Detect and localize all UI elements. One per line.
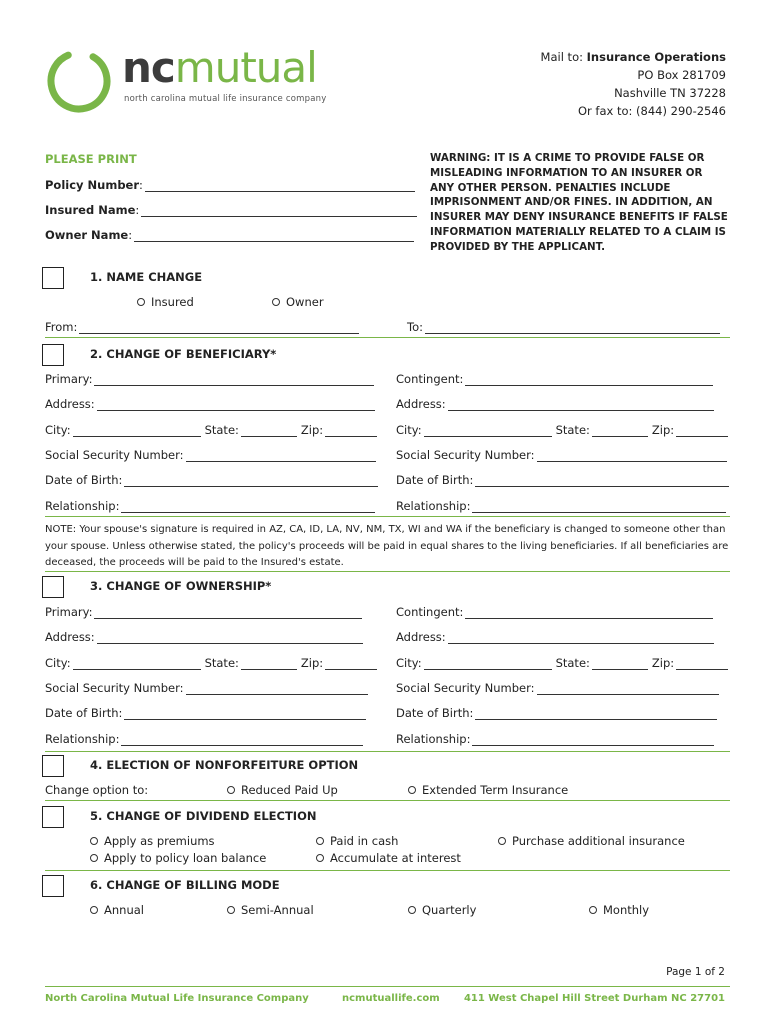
owner-contingent-field[interactable]: Contingent:: [396, 605, 713, 619]
footer-address: 411 West Chapel Hill Street Durham NC 27701: [463, 993, 725, 1004]
extended-term-radio[interactable]: Extended Term Insurance: [408, 783, 568, 797]
owner-dob-field[interactable]: Date of Birth:: [45, 706, 366, 720]
spouse-signature-note: NOTE: Your spouse's signature is required in AZ, CA, ID, LA, NV, NM, TX, WI and WA if the beneficiary is changed to someone other than your spouse. Unless otherwise stated, the policy's proceeds will be paid in equal shares to the living beneficiaries. If all beneficiaries are deceased, the proceeds will be paid to the Insured's estate.: [45, 524, 729, 568]
beneficiary-contingent-ssn-field[interactable]: Social Security Number:: [396, 448, 727, 462]
radio-circle-icon: [408, 786, 416, 794]
footer-website[interactable]: ncmutuallife.com: [342, 993, 440, 1004]
beneficiary-address-field[interactable]: Address:: [45, 397, 375, 411]
footer-divider: [45, 986, 730, 987]
section-2-title: 2. CHANGE OF BENEFICIARY*: [90, 347, 277, 361]
owner-contingent-relationship-field[interactable]: Relationship:: [396, 732, 714, 746]
section-divider: [45, 800, 730, 801]
semi-annual-radio[interactable]: Semi-Annual: [227, 903, 314, 917]
owner-ssn-field[interactable]: Social Security Number:: [45, 681, 368, 695]
section-divider: [45, 337, 730, 338]
owner-primary-field[interactable]: Primary:: [45, 605, 362, 619]
insured-name-field[interactable]: Insured Name :: [45, 203, 417, 217]
beneficiary-ssn-field[interactable]: Social Security Number:: [45, 448, 376, 462]
quarterly-radio[interactable]: Quarterly: [408, 903, 476, 917]
to-field[interactable]: To:: [407, 320, 720, 334]
paid-cash-radio[interactable]: Paid in cash: [316, 834, 398, 848]
footer-company: North Carolina Mutual Life Insurance Company: [45, 993, 309, 1004]
logo-wordmark: ncmutual: [122, 43, 317, 92]
name-change-checkbox[interactable]: [42, 267, 64, 289]
owner-city-state-zip[interactable]: City: State: Zip:: [45, 656, 377, 670]
mail-city: Nashville TN 37228: [614, 86, 726, 100]
logo-ring-icon: [46, 48, 112, 114]
apply-premiums-radio[interactable]: Apply as premiums: [90, 834, 215, 848]
mail-prefix: Mail to:: [540, 50, 587, 64]
billing-mode-checkbox[interactable]: [42, 875, 64, 897]
beneficiary-contingent-city-state-zip[interactable]: City: State: Zip:: [396, 423, 728, 437]
beneficiary-dob-field[interactable]: Date of Birth:: [45, 473, 378, 487]
section-divider: [45, 751, 730, 752]
radio-circle-icon: [90, 906, 98, 914]
radio-circle-icon: [408, 906, 416, 914]
radio-circle-icon: [90, 854, 98, 862]
radio-circle-icon: [316, 837, 324, 845]
radio-circle-icon: [137, 298, 145, 306]
owner-radio[interactable]: Owner: [272, 295, 324, 309]
owner-contingent-city-state-zip[interactable]: City: State: Zip:: [396, 656, 728, 670]
owner-contingent-dob-field[interactable]: Date of Birth:: [396, 706, 717, 720]
change-option-label: Change option to:: [45, 783, 149, 797]
beneficiary-primary-field[interactable]: Primary:: [45, 372, 374, 386]
ownership-checkbox[interactable]: [42, 576, 64, 598]
beneficiary-contingent-dob-field[interactable]: Date of Birth:: [396, 473, 729, 487]
purchase-insurance-radio[interactable]: Purchase additional insurance: [498, 834, 685, 848]
section-5-title: 5. CHANGE OF DIVIDEND ELECTION: [90, 809, 317, 823]
beneficiary-city-state-zip[interactable]: City: State: Zip:: [45, 423, 377, 437]
owner-relationship-field[interactable]: Relationship:: [45, 732, 363, 746]
reduced-paid-up-radio[interactable]: Reduced Paid Up: [227, 783, 338, 797]
radio-circle-icon: [90, 837, 98, 845]
accumulate-interest-radio[interactable]: Accumulate at interest: [316, 851, 461, 865]
annual-radio[interactable]: Annual: [90, 903, 144, 917]
fraud-warning: WARNING: IT IS A CRIME TO PROVIDE FALSE OR MISLEADING INFORMATION TO AN INSURER OR ANY OTHER PERSON. PENALTIES INCLUDE IMPRISONMENT AND/OR FINES. IN ADDITION, AN INSURER MAY DENY INSURANCE BENEFITS IF FALSE INFORMATION MATERIALLY RELATED TO A CLAIM IS PROVIDED BY THE APPLICANT.: [430, 152, 728, 253]
page-number: Page 1 of 2: [666, 966, 725, 978]
radio-circle-icon: [227, 786, 235, 794]
beneficiary-checkbox[interactable]: [42, 344, 64, 366]
owner-contingent-ssn-field[interactable]: Social Security Number:: [396, 681, 719, 695]
radio-circle-icon: [498, 837, 506, 845]
radio-circle-icon: [272, 298, 280, 306]
radio-circle-icon: [316, 854, 324, 862]
po-box: PO Box 281709: [637, 68, 726, 82]
logo-subtitle: north carolina mutual life insurance company: [124, 94, 327, 104]
section-6-title: 6. CHANGE OF BILLING MODE: [90, 878, 280, 892]
radio-circle-icon: [227, 906, 235, 914]
owner-contingent-address-field[interactable]: Address:: [396, 630, 714, 644]
section-4-title: 4. ELECTION OF NONFORFEITURE OPTION: [90, 758, 359, 772]
owner-name-field[interactable]: Owner Name :: [45, 228, 414, 242]
owner-address-field[interactable]: Address:: [45, 630, 363, 644]
nonforfeiture-checkbox[interactable]: [42, 755, 64, 777]
please-print-label: PLEASE PRINT: [45, 152, 137, 166]
insured-radio[interactable]: Insured: [137, 295, 194, 309]
fax-number: Or fax to: (844) 290-2546: [577, 104, 726, 118]
section-divider: [45, 516, 730, 517]
from-field[interactable]: From:: [45, 320, 359, 334]
beneficiary-contingent-relationship-field[interactable]: Relationship:: [396, 499, 726, 513]
section-3-title: 3. CHANGE OF OWNERSHIP*: [90, 579, 272, 593]
section-divider: [45, 571, 730, 572]
section-divider: [45, 870, 730, 871]
beneficiary-contingent-field[interactable]: Contingent:: [396, 372, 713, 386]
beneficiary-relationship-field[interactable]: Relationship:: [45, 499, 375, 513]
dividend-checkbox[interactable]: [42, 806, 64, 828]
section-1-title: 1. NAME CHANGE: [90, 270, 203, 284]
mail-recipient: Insurance Operations: [586, 50, 726, 64]
policy-number-field[interactable]: Policy Number :: [45, 178, 415, 192]
beneficiary-contingent-address-field[interactable]: Address:: [396, 397, 714, 411]
monthly-radio[interactable]: Monthly: [589, 903, 649, 917]
mailing-address-block: [541, 48, 726, 120]
radio-circle-icon: [589, 906, 597, 914]
apply-loan-radio[interactable]: Apply to policy loan balance: [90, 851, 266, 865]
